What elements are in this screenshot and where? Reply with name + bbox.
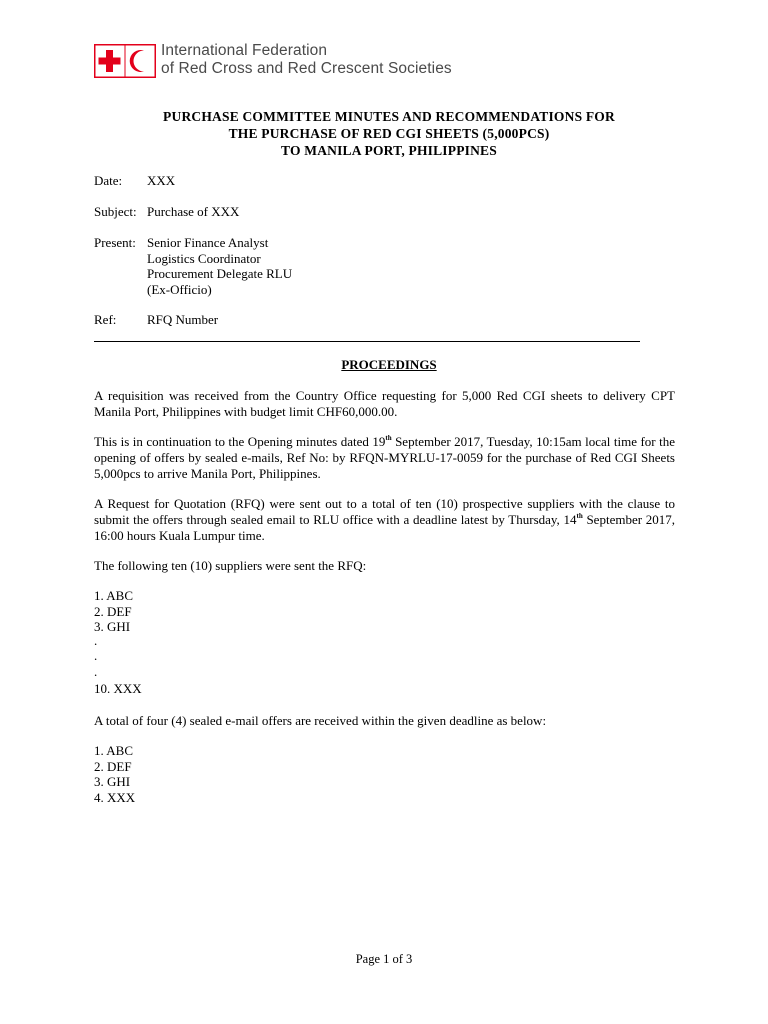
title-line2: THE PURCHASE OF RED CGI SHEETS (5,000PCS) — [228, 126, 550, 141]
document-title — [94, 108, 684, 159]
org-name-line2: of Red Cross and Red Crescent Societies — [161, 60, 452, 77]
p2-ordinal: th — [385, 434, 392, 442]
subject-row — [94, 204, 239, 220]
ifrc-logo — [94, 43, 156, 79]
page-number: Page 1 of 3 — [355, 952, 413, 966]
title-line1: PURCHASE COMMITTEE MINUTES AND RECOMMENDATIONS FOR — [163, 109, 615, 124]
present-item: Procurement Delegate RLU — [147, 266, 293, 281]
p2-text-start: This is in continuation to the Opening minutes dated 19 — [94, 434, 386, 449]
present-row — [94, 235, 292, 297]
ref-value: RFQ Number — [147, 312, 219, 327]
present-item: Senior Finance Analyst — [147, 235, 269, 250]
list-item: 1. ABC — [94, 588, 134, 603]
subject-label: Subject: — [94, 204, 137, 219]
present-label: Present: — [94, 235, 136, 250]
list-item: 10. XXX — [94, 681, 142, 696]
title-line3: TO MANILA PORT, PHILIPPINES — [281, 143, 497, 158]
paragraph-suppliers-intro: The following ten (10) suppliers were sent the RFQ: — [94, 558, 367, 573]
ref-label: Ref: — [94, 312, 117, 327]
list-item: 3. GHI — [94, 619, 131, 634]
organization-name — [161, 42, 452, 78]
list-item: 3. GHI — [94, 774, 131, 789]
present-item: Logistics Coordinator — [147, 250, 261, 266]
list-ellipsis-dot: . — [94, 663, 98, 679]
p3-text-end: September 2017, 16:00 hours Kuala Lumpur time. — [94, 512, 675, 543]
offers-received-list — [94, 743, 135, 805]
present-list — [147, 235, 292, 297]
paragraph-offers-intro: A total of four (4) sealed e-mail offers are received within the given deadline as below: — [94, 713, 547, 728]
paragraph-requisition: A requisition was received from the Country Office requesting for 5,000 Red CGI sheets to delivery CPT Manila Port, Philippines with budget limit CHF60,000.00. — [94, 388, 675, 419]
paragraph-opening-minutes — [94, 434, 675, 482]
subject-value: Purchase of XXX — [147, 204, 240, 219]
date-value: XXX — [147, 173, 176, 188]
p2-text-end: September 2017, Tuesday, 10:15am local time for the opening of offers by sealed e-mails, Ref No: by RFQN-MYRLU-17-0059 for the purchase of Red CGI Sheets 5,000pcs to arrive Manila Port, Philippines. — [94, 434, 675, 481]
p3-text-start: A Request for Quotation (RFQ) were sent out to a total of ten (10) prospective suppliers with the clause to submit the offers through sealed email to RLU office with a deadline latest by Thursday, 14 — [94, 496, 675, 527]
list-ellipsis-dot: . — [94, 648, 98, 663]
list-item: 1. ABC — [94, 743, 134, 758]
date-row — [94, 173, 175, 189]
present-item: (Ex-Officio) — [147, 281, 212, 297]
list-item: 4. XXX — [94, 789, 136, 805]
proceedings-heading: PROCEEDINGS — [341, 357, 437, 372]
horizontal-divider — [94, 341, 640, 342]
list-item: 2. DEF — [94, 758, 132, 774]
suppliers-sent-list — [94, 588, 142, 697]
org-name-line1: International Federation — [161, 42, 328, 59]
p3-ordinal: th — [576, 512, 583, 520]
list-ellipsis-dot: . — [94, 632, 98, 648]
date-label: Date: — [94, 173, 123, 188]
paragraph-rfq — [94, 496, 675, 544]
red-cross-crescent-emblem-icon — [94, 44, 156, 78]
ref-row — [94, 312, 218, 328]
list-item: 2. DEF — [94, 603, 132, 619]
